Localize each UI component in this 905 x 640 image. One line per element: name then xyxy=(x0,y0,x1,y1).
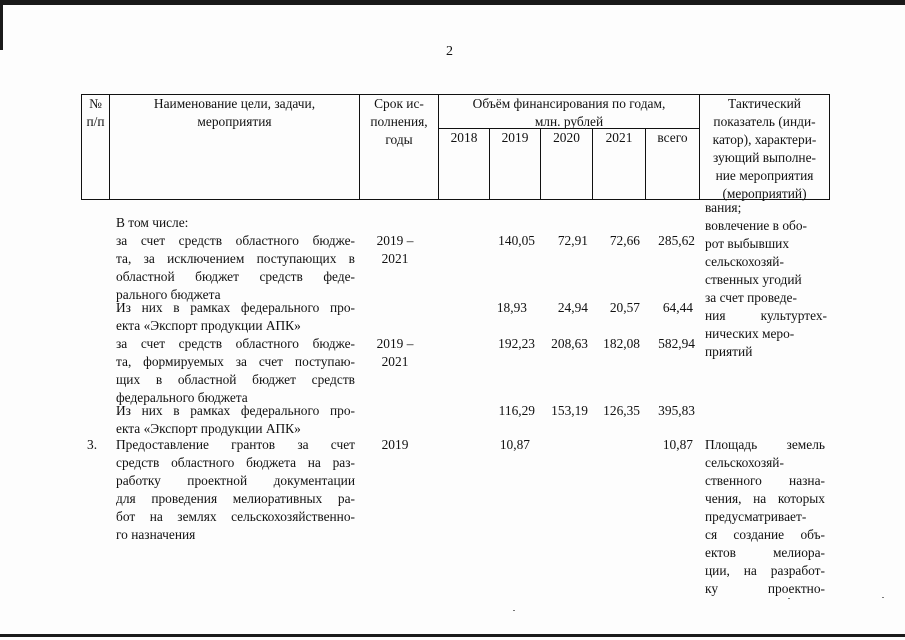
indicator-line: приятий xyxy=(705,344,753,359)
value-2021: 20,57 xyxy=(609,300,640,315)
row-term xyxy=(362,436,428,454)
indicator-continuation xyxy=(705,199,827,361)
indicator-line: Площадь земель xyxy=(705,437,825,452)
value-2019: 192,23 xyxy=(498,336,535,351)
indicator-line: ции, на разработ- xyxy=(705,563,825,578)
row-name-line: федерального бюджета xyxy=(116,390,248,405)
row-name-line: го назначения xyxy=(116,527,196,542)
value-total: 582,94 xyxy=(658,336,695,351)
indicator-line: ку проектно- xyxy=(705,581,825,596)
header-indicator-line: Тактический xyxy=(728,96,801,111)
header-indicator-line: зующий выполне- xyxy=(713,150,816,165)
indicator-line: нических меро- xyxy=(705,326,795,341)
row-name-line: областной бюджет средств феде- xyxy=(116,269,355,284)
row-name-line: для проведения мелиоративных ра- xyxy=(116,491,355,506)
indicator-line: вания; xyxy=(705,200,742,215)
header-name-line: Наименование цели, задачи, xyxy=(153,96,316,111)
scan-border-top xyxy=(0,0,905,5)
row-name: В том числе: xyxy=(116,215,189,230)
row-name xyxy=(116,402,355,438)
value-2020: 72,91 xyxy=(557,233,588,248)
row-name-line: Из них в рамках федерального про- xyxy=(116,300,355,315)
value-total: 395,83 xyxy=(658,403,695,418)
scan-speck xyxy=(882,597,884,598)
value-2021: 72,66 xyxy=(609,233,640,248)
header-funding-line: млн. рублей xyxy=(534,114,604,129)
row-name-line: Из них в рамках федерального про- xyxy=(116,403,355,418)
value-2020: 208,63 xyxy=(551,336,588,351)
indicator-line: за счет проведе- xyxy=(705,290,797,305)
row-number: 3. xyxy=(87,437,98,452)
value-total: 64,44 xyxy=(662,300,693,315)
row-name-line: работку проектной документации xyxy=(116,473,355,488)
header-divider xyxy=(829,94,830,200)
header-term xyxy=(360,95,438,149)
value-2019: 116,29 xyxy=(498,403,535,418)
indicator-line: ния культуртех- xyxy=(705,308,827,323)
row-name xyxy=(116,436,355,544)
value-2019: 10,87 xyxy=(499,437,530,452)
indicator-line: ственных угодий xyxy=(705,272,802,287)
value-2020: 24,94 xyxy=(557,300,588,315)
indicator-line: ся создание объ- xyxy=(705,527,825,542)
scan-speck xyxy=(513,610,515,611)
scan-border-left xyxy=(0,0,3,50)
value-2019: 140,05 xyxy=(498,233,535,248)
row-term-line: 2019 – xyxy=(376,233,414,248)
scan-border-bottom xyxy=(0,634,905,637)
header-name-line: мероприятия xyxy=(197,114,272,129)
value-2021: 126,35 xyxy=(603,403,640,418)
indicator-line: ственного назна- xyxy=(705,473,825,488)
header-year-2020: 2020 xyxy=(553,130,580,145)
row-name-line: щих в областной бюджет средств xyxy=(116,372,355,387)
header-indicator-line: (мероприятий) xyxy=(722,186,807,201)
indicator-line: предусматривает- xyxy=(705,509,807,524)
scan-speck xyxy=(788,598,790,599)
header-indicator-line: катор), характери- xyxy=(712,132,817,147)
value-2021: 182,08 xyxy=(603,336,640,351)
header-year-2018: 2018 xyxy=(450,130,478,145)
row-term-line: 2019 xyxy=(381,437,409,452)
row-name-line: Предоставление грантов за счет xyxy=(116,437,355,452)
header-year-total: всего xyxy=(657,130,688,145)
row-name-line: екта «Экспорт продукции АПК» xyxy=(116,421,301,436)
header-indicator-line: ние мероприятия xyxy=(715,168,814,183)
row-name-line: та, формируемых за счет поступаю- xyxy=(116,354,355,369)
header-term-line: Срок ис- xyxy=(374,96,424,111)
row-term xyxy=(362,232,428,268)
row-name xyxy=(116,335,355,407)
header-term-line: годы xyxy=(385,132,413,147)
header-num-line: № xyxy=(89,96,102,111)
value-2020: 153,19 xyxy=(551,403,588,418)
indicator-row3 xyxy=(705,436,825,598)
page-number: 2 xyxy=(446,44,453,59)
header-funding-line: Объём финансирования по годам, xyxy=(472,96,666,111)
row-term-line: 2021 xyxy=(381,251,409,266)
row-name-line: рального бюджета xyxy=(116,287,221,302)
row-name-line: та, за исключением поступающих в xyxy=(116,251,355,266)
row-term-line: 2021 xyxy=(381,354,409,369)
header-year-2019: 2019 xyxy=(501,130,529,145)
indicator-line: вовлечение в обо- xyxy=(705,218,807,233)
row-name-line: за счет средств областного бюдже- xyxy=(116,233,355,248)
header-funding xyxy=(439,95,699,131)
indicator-line: сельскохозяй- xyxy=(705,254,784,269)
value-total: 285,62 xyxy=(658,233,695,248)
header-indicator xyxy=(700,95,829,203)
row-term-line: 2019 – xyxy=(376,336,414,351)
header-num xyxy=(82,95,109,131)
indicator-line: чения, на которых xyxy=(705,491,825,506)
row-name-line: екта «Экспорт продукции АПК» xyxy=(116,318,301,333)
row-name xyxy=(116,232,355,304)
row-name-line: бот на землях сельскохозяйственно- xyxy=(116,509,355,524)
indicator-line: сельскохозяй- xyxy=(705,455,784,470)
header-name xyxy=(110,95,359,131)
value-total: 10,87 xyxy=(662,437,693,452)
indicator-line: рот выбывших xyxy=(705,236,790,251)
row-name-line: средств областного бюджета на раз- xyxy=(116,455,355,470)
header-indicator-line: показатель (инди- xyxy=(713,114,816,129)
header-term-line: полнения, xyxy=(370,114,428,129)
header-year-2021: 2021 xyxy=(605,130,633,145)
indicator-line: ектов мелиора- xyxy=(705,545,825,560)
header-num-line: п/п xyxy=(86,114,105,129)
value-2019: 18,93 xyxy=(496,300,527,315)
row-term xyxy=(362,335,428,371)
row-name xyxy=(116,299,355,335)
row-name-line: за счет средств областного бюдже- xyxy=(116,336,355,351)
